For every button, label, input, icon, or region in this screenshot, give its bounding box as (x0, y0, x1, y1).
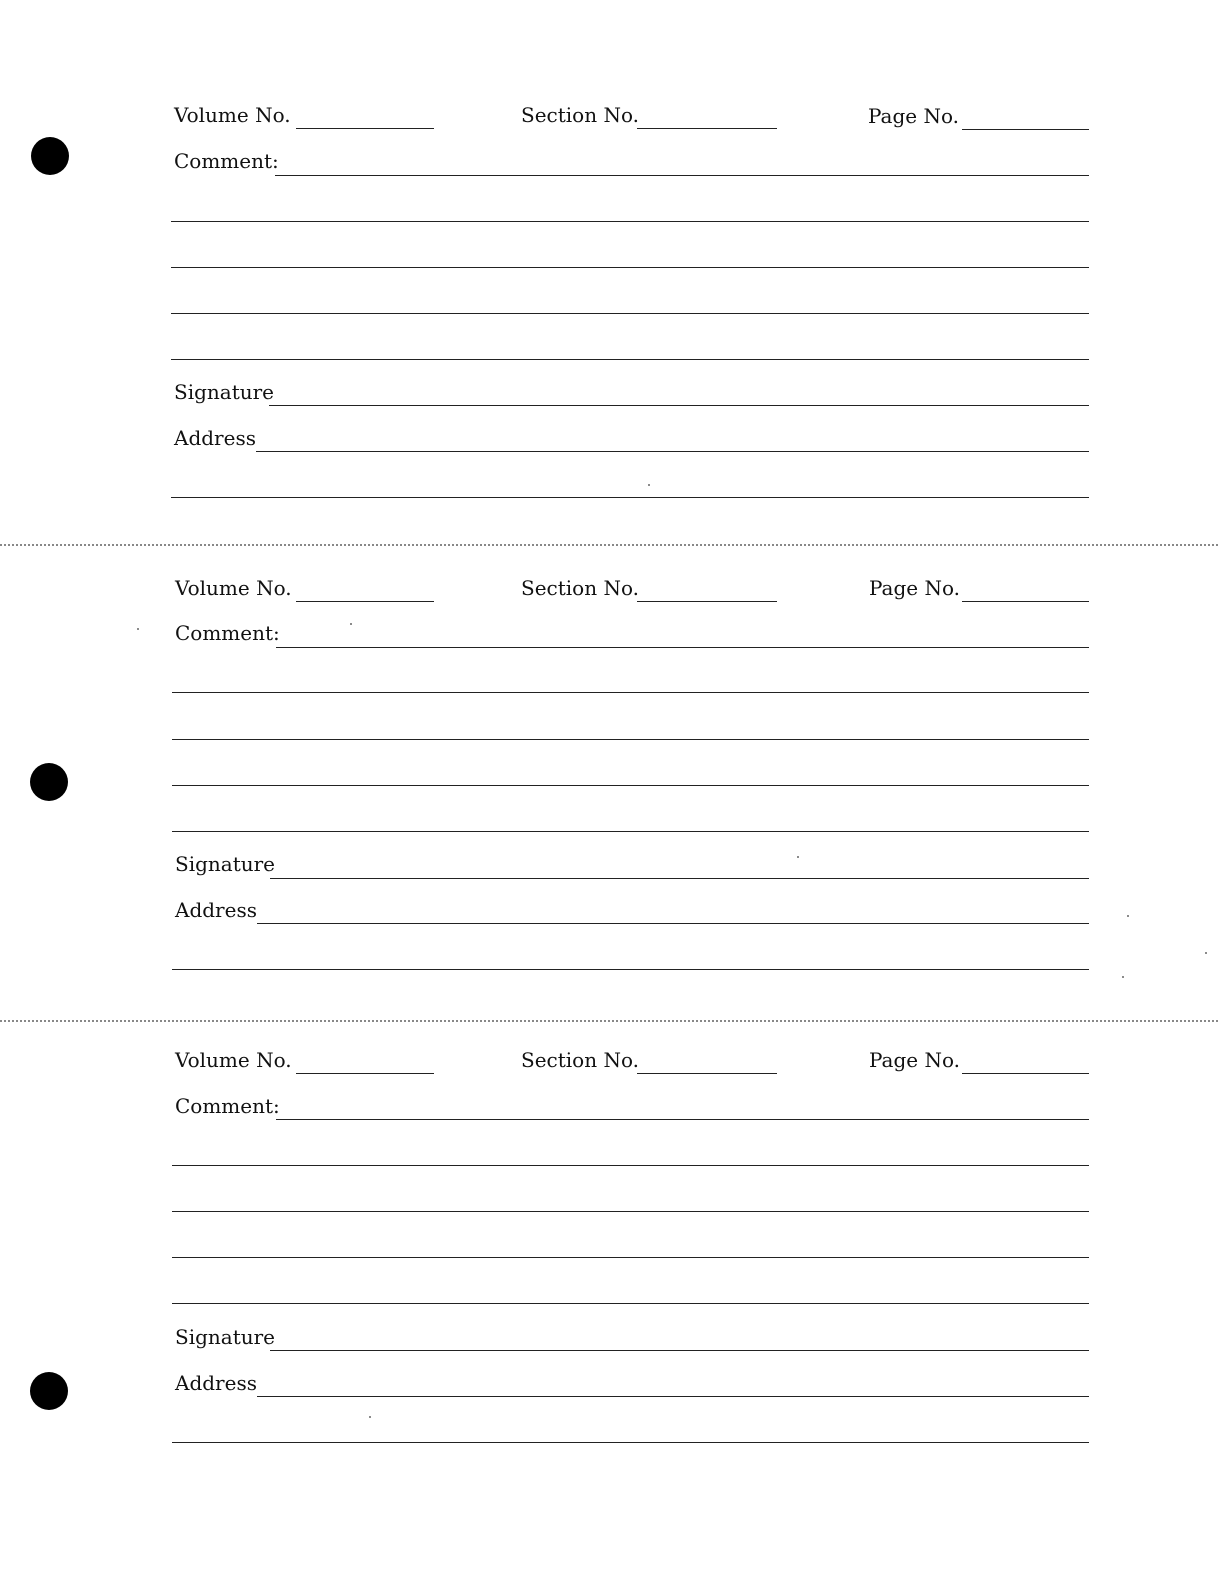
signature-label: Signature (174, 380, 275, 404)
section-field[interactable] (637, 1073, 777, 1074)
page-label: Page No. (868, 104, 960, 128)
comment-line[interactable] (172, 739, 1089, 740)
scan-speck (1205, 952, 1207, 954)
comment-field[interactable] (276, 1119, 1089, 1120)
section-label: Section No. (521, 103, 639, 127)
comment-line[interactable] (172, 1211, 1089, 1212)
address-field[interactable] (257, 1396, 1089, 1397)
volume-label: Volume No. (174, 103, 291, 127)
comment-line[interactable] (172, 1303, 1089, 1304)
section-field[interactable] (637, 601, 777, 602)
scan-speck (797, 856, 799, 858)
cut-line (0, 1020, 1218, 1022)
binder-hole-icon (30, 1372, 68, 1410)
address-field[interactable] (257, 923, 1089, 924)
section-label: Section No. (521, 576, 639, 600)
signature-field[interactable] (270, 878, 1089, 879)
comment-line[interactable] (172, 692, 1089, 693)
address-line[interactable] (171, 497, 1089, 498)
address-label: Address (175, 1371, 257, 1395)
comment-label: Comment: (175, 1094, 280, 1118)
binder-hole-icon (30, 763, 68, 801)
scan-speck (350, 623, 352, 625)
comment-line[interactable] (172, 1257, 1089, 1258)
volume-field[interactable] (296, 601, 434, 602)
volume-label: Volume No. (175, 1048, 292, 1072)
volume-label: Volume No. (175, 576, 292, 600)
scan-speck (1122, 976, 1124, 978)
scan-speck (369, 1416, 371, 1418)
comment-line[interactable] (172, 785, 1089, 786)
comment-label: Comment: (175, 621, 280, 645)
comment-field[interactable] (276, 647, 1089, 648)
volume-field[interactable] (296, 1073, 434, 1074)
comment-line[interactable] (172, 1165, 1089, 1166)
signature-field[interactable] (270, 1350, 1089, 1351)
comment-label: Comment: (174, 149, 279, 173)
scan-speck (648, 484, 650, 486)
address-label: Address (175, 898, 257, 922)
comment-line[interactable] (172, 831, 1089, 832)
cut-line (0, 544, 1218, 546)
section-label: Section No. (521, 1048, 639, 1072)
scan-speck (137, 628, 139, 630)
page-label: Page No. (869, 1048, 961, 1072)
signature-label: Signature (175, 852, 276, 876)
page-field[interactable] (962, 601, 1089, 602)
page-field[interactable] (962, 1073, 1089, 1074)
address-label: Address (174, 426, 256, 450)
address-line[interactable] (172, 969, 1089, 970)
address-line[interactable] (172, 1442, 1089, 1443)
scan-speck (1127, 915, 1129, 917)
signature-label: Signature (175, 1325, 276, 1349)
page-label: Page No. (869, 576, 961, 600)
